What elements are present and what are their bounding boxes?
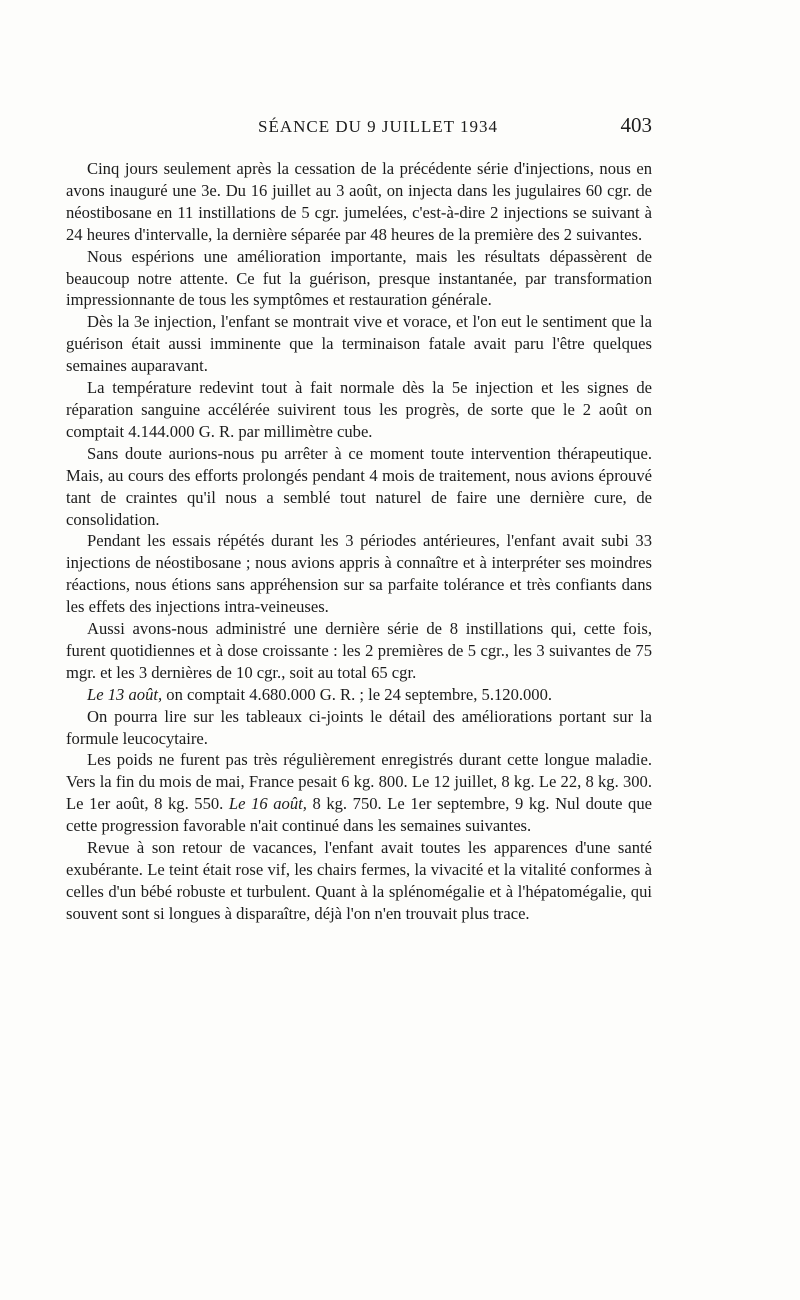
paragraph-4: La température redevint tout à fait normale dès la 5e injection et les signes de réparation sanguine accélérée suivirent tous les progrès, de sorte que le 2 août on comptait 4.144.000 G. R. par millimètre cube. <box>66 378 652 441</box>
page-header <box>60 113 652 143</box>
paragraph-6: Pendant les essais répétés durant les 3 périodes antérieures, l'enfant avait subi 33 injections de néostibosane ; nous avions appris à connaître et à interpréter ses moindres réactions, nous étions sans appréhension sur sa parfaite tolérance et très confiants dans les effets des injections intra-veineuses. <box>66 531 652 617</box>
italic-date-16-aout: Le 16 août, <box>228 794 307 814</box>
paragraph-9: On pourra lire sur les tableaux ci-joints le détail des améliorations portant sur la formule leucocytaire. <box>66 706 652 748</box>
paragraph-1: Cinq jours seulement après la cessation de la précédente série d'injections, nous en avons inauguré une 3e. Du 16 juillet au 3 août, on injecta dans les jugulaires 60 cgr. de néostibosane en 11 instillations de 5 cgr. jumelées, c'est-à-dire 2 injections se suivant à 24 heures d'intervalle, la dernière séparée par 48 heures de la première des 2 suivantes. <box>66 159 652 244</box>
paragraph-3: Dès la 3e injection, l'enfant se montrait vive et vorace, et l'on eut le sentiment que la guérison était aussi imminente que la terminaison fatale avait paru l'être quelques semaines auparavant. <box>66 312 652 376</box>
body-text <box>66 158 652 925</box>
paragraph-5: Sans doute aurions-nous pu arrêter à ce moment toute intervention thérapeutique. Mais, au cours des efforts prolongés pendant 4 mois de traitement, nous avions éprouvé tant de craintes qu'il nous a semblé tout naturel de faire une dernière cure, de consolidation. <box>66 443 652 529</box>
paragraph-10-cont: 8 kg. 750. Le 1er septembre, 9 kg. Nul doute que cette progression favorable n'ait continué dans les semaines suivantes. <box>66 794 652 836</box>
italic-date-13-aout: Le 13 août, <box>87 684 163 704</box>
paragraph-8 <box>66 684 652 706</box>
running-head: SÉANCE DU 9 JUILLET 1934 <box>258 117 498 136</box>
page-number: 403 <box>620 113 652 137</box>
paragraph-11: Revue à son retour de vacances, l'enfant avait toutes les apparences d'une santé exubérante. Le teint était rose vif, les chairs fermes, la vivacité et la vitalité conformes à celles d'un bébé robuste et turbulent. Quant à la splénomégalie et à l'hépatomégalie, qui souvent sont si longues à disparaître, déjà l'on n'en trouvait plus trace. <box>66 838 652 923</box>
paragraph-10-text: Les poids ne furent pas très régulièrement enregistrés durant cette longue maladie. Vers la fin du mois de mai, France pesait 6 kg. 800. Le 12 juillet, 8 kg. Le 22, 8 kg. 300. Le 1er août, 8 kg. 550. <box>66 750 652 814</box>
paragraph-10 <box>66 749 652 837</box>
paragraph-2: Nous espérions une amélioration importante, mais les résultats dépassèrent de beaucoup notre attente. Ce fut la guérison, presque instantanée, par transformation impressionnante de tous les symptômes et restauration générale. <box>66 246 652 310</box>
paragraph-7: Aussi avons-nous administré une dernière série de 8 instillations qui, cette fois, furent quotidiennes et à dose croissante : les 2 premières de 5 cgr., les 3 suivantes de 75 mgr. et les 3 dernières de 10 cgr., soit au total 65 cgr. <box>66 619 652 682</box>
paragraph-8-text: on comptait 4.680.000 G. R. ; le 24 septembre, 5.120.000. <box>166 684 553 704</box>
